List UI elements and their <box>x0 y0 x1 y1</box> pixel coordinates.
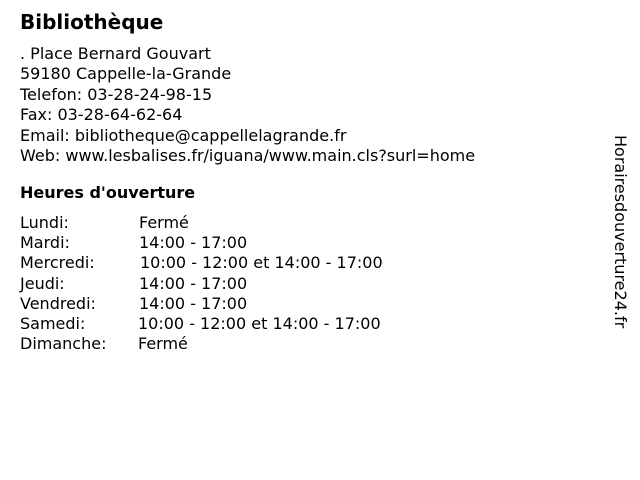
phone-number: Telefon: 03-28-24-98-15 <box>20 84 213 104</box>
day-label: Lundi: <box>20 213 69 232</box>
day-label: Dimanche: <box>20 334 107 354</box>
opening-hours-heading: Heures d'ouverture <box>20 183 196 202</box>
site-brand-watermark: Horairesdouverture24.fr <box>611 135 630 329</box>
hours-value: Fermé <box>139 213 189 232</box>
day-label: Jeudi: <box>20 273 65 293</box>
day-label: Samedi: <box>20 313 86 333</box>
page-title: Bibliothèque <box>20 10 164 34</box>
website-url: Web: www.lesbalises.fr/iguana/www.main.cls?surl=home <box>20 146 476 166</box>
email-address: Email: bibliotheque@cappellelagrande.fr <box>20 125 347 145</box>
hours-value: 14:00 - 17:00 <box>139 273 248 293</box>
hours-value: 10:00 - 12:00 et 14:00 - 17:00 <box>138 313 381 333</box>
hours-value: 14:00 - 17:00 <box>139 293 248 313</box>
fax-number: Fax: 03-28-64-62-64 <box>20 105 183 125</box>
hours-value: 14:00 - 17:00 <box>139 233 248 253</box>
address-street: . Place Bernard Gouvart <box>20 44 211 63</box>
day-label: Mardi: <box>20 233 70 253</box>
contact-info <box>20 44 475 166</box>
hours-value: Fermé <box>138 334 188 354</box>
hours-value: 10:00 - 12:00 et 14:00 - 17:00 <box>140 253 383 273</box>
day-label: Mercredi: <box>20 253 95 273</box>
day-label: Vendredi: <box>20 293 96 313</box>
address-city: 59180 Cappelle-la-Grande <box>20 64 232 84</box>
